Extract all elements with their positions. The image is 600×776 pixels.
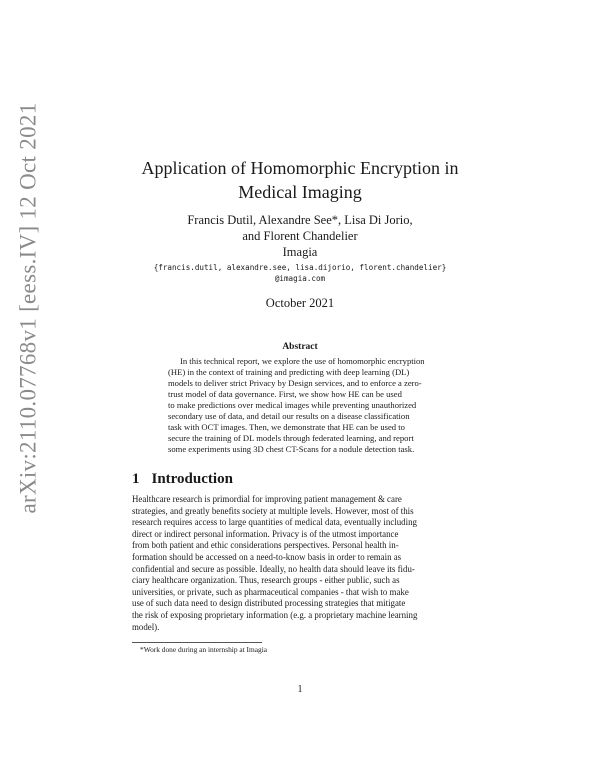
abstract-line: models to deliver strict Privacy by Design services, and to enforce a zero-: [168, 378, 422, 388]
paper-title: [0, 156, 600, 204]
abstract-line: task with OCT images. Then, we demonstrate that HE can be used to: [168, 422, 405, 432]
footnote: *Work done during an internship at Imagia: [140, 645, 268, 654]
body-line: the risk of exposing proprietary information (e.g. a proprietary machine learning: [132, 609, 418, 620]
author-emails: [0, 262, 600, 284]
author-line: Francis Dutil, Alexandre See*, Lisa Di Jorio,: [187, 213, 413, 227]
body-line: model).: [132, 621, 160, 632]
section-heading-introduction: [132, 471, 233, 488]
abstract-line: secure the training of DL models through federated learning, and report: [168, 433, 414, 443]
section-number: 1: [132, 471, 140, 487]
body-line: use of such data need to design distributed processing strategies that mitigate: [132, 598, 406, 609]
publication-date: October 2021: [265, 296, 335, 310]
body-line: Healthcare research is primordial for improving patient management & care: [132, 494, 402, 504]
footnote-divider: [132, 642, 262, 643]
body-line: confidential and secure as possible. Ideally, no health data should leave its fidu-: [132, 563, 415, 574]
body-line: from both patient and ethic considerations perspectives. Personal health in-: [132, 540, 399, 551]
affiliation: Imagia: [282, 245, 318, 259]
abstract-heading: Abstract: [282, 342, 318, 352]
arxiv-identifier-stamp: [12, 0, 46, 776]
author-line: and Florent Chandelier: [242, 229, 358, 243]
body-line: ciary healthcare organization. Thus, research groups - either public, such as: [132, 575, 400, 586]
introduction-body: [132, 494, 468, 633]
body-line: research requires access to large quantities of medical data, eventually including: [132, 517, 417, 528]
body-line: formation should be accessed on a need-to-know basis in order to remain as: [132, 551, 402, 562]
page-number: 1: [297, 684, 303, 695]
email-line: @imagia.com: [274, 274, 326, 283]
abstract-line: to make predictions over medical images while preventing unauthorized: [168, 400, 417, 410]
abstract-line: (HE) in the context of training and predicting with deep learning (DL): [168, 367, 410, 377]
body-line: direct or indirect personal information. Privacy is of the utmost importance: [132, 528, 399, 539]
paper-title-line: Application of Homomorphic Encryption in: [141, 158, 459, 178]
abstract-line: secondary use of data, and detail our results on a disease classification: [168, 411, 410, 421]
abstract-line: some experiments using 3D chest CT-Scans for a nodule detection task.: [168, 444, 415, 454]
abstract-line: In this technical report, we explore the use of homomorphic encryption: [180, 356, 425, 366]
arxiv-identifier-text: arXiv:2110.07768v1 [eess.IV] 12 Oct 2021: [16, 102, 41, 514]
body-line: universities, or private, such as pharmaceutical companies - that wish to make: [132, 586, 409, 597]
paper-title-line: Medical Imaging: [238, 182, 362, 202]
abstract-body: [168, 356, 434, 455]
section-title: Introduction: [151, 471, 233, 487]
body-line: strategies, and greatly benefits society at multiple levels. However, most of this: [132, 505, 414, 516]
abstract-line: trust model of data governance. First, we show how HE can be used: [168, 389, 402, 399]
email-line: {francis.dutil, alexandre.see, lisa.dijorio, florent.chandelier}: [153, 263, 447, 272]
author-list: [0, 212, 600, 244]
